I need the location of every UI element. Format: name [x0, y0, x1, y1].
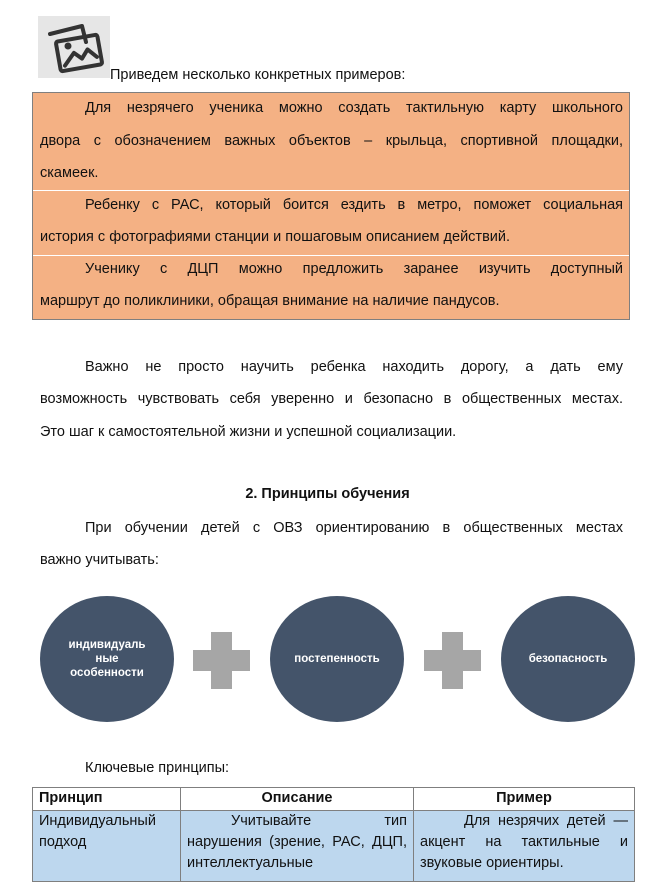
plus-icon: [211, 632, 232, 689]
column-header-example: Пример: [414, 788, 635, 811]
picture-gallery-icon: [38, 16, 110, 78]
plus-icon: [442, 632, 463, 689]
table-header-row: [33, 788, 635, 811]
box-divider: [33, 255, 629, 256]
principle-circle-safety: [501, 596, 635, 722]
principle-circle-gradual: [270, 596, 404, 722]
table-row: [33, 811, 635, 882]
column-header-description: Описание: [181, 788, 414, 811]
paragraph-line: Важно не просто научить ребенка находить дорогу, а дать ему: [85, 359, 623, 375]
principles-table: [32, 787, 635, 882]
table-caption: Ключевые принципы:: [85, 760, 230, 776]
section-heading: 2. Принципы обучения: [245, 486, 410, 502]
principle-circle-label: индивидуаль ные особенности: [68, 639, 146, 679]
section-line: важно учитывать:: [40, 552, 159, 568]
cell-principle: Индивидуальный подход: [33, 811, 181, 882]
intro-text: Приведем несколько конкретных примеров:: [110, 67, 406, 83]
example-line: Для незрячего ученика можно создать тактильную карту школьного: [85, 100, 623, 116]
cell-description: Учитывайте тип нарушения (зрение, РАС, ДЦП, интеллектуальные: [181, 811, 414, 882]
principle-circle-individual: [40, 596, 174, 722]
example-line: Ребенку с РАС, который боится ездить в метро, поможет социальная: [85, 197, 623, 213]
principle-circle-label: постепенность: [294, 653, 380, 665]
example-line: двора с обозначением важных объектов – крыльца, спортивной площадки,: [40, 133, 623, 149]
paragraph-line: возможность чувствовать себя уверенно и безопасно в общественных местах.: [40, 391, 623, 407]
example-line: маршрут до поликлиники, обращая внимание на наличие пандусов.: [40, 293, 500, 309]
example-line: скамеек.: [40, 165, 99, 181]
section-line: При обучении детей с ОВЗ ориентированию в общественных местах: [85, 520, 623, 536]
box-divider: [33, 190, 629, 191]
example-line: Ученику с ДЦП можно предложить заранее изучить доступный: [85, 261, 623, 277]
cell-example: Для незрячих детей — акцент на тактильные и звуковые ориентиры.: [414, 811, 635, 882]
principle-circle-label: безопасность: [528, 653, 608, 665]
column-header-principle: Принцип: [33, 788, 181, 811]
example-line: история с фотографиями станции и пошаговым описанием действий.: [40, 229, 511, 245]
paragraph-line: Это шаг к самостоятельной жизни и успешной социализации.: [40, 424, 457, 440]
